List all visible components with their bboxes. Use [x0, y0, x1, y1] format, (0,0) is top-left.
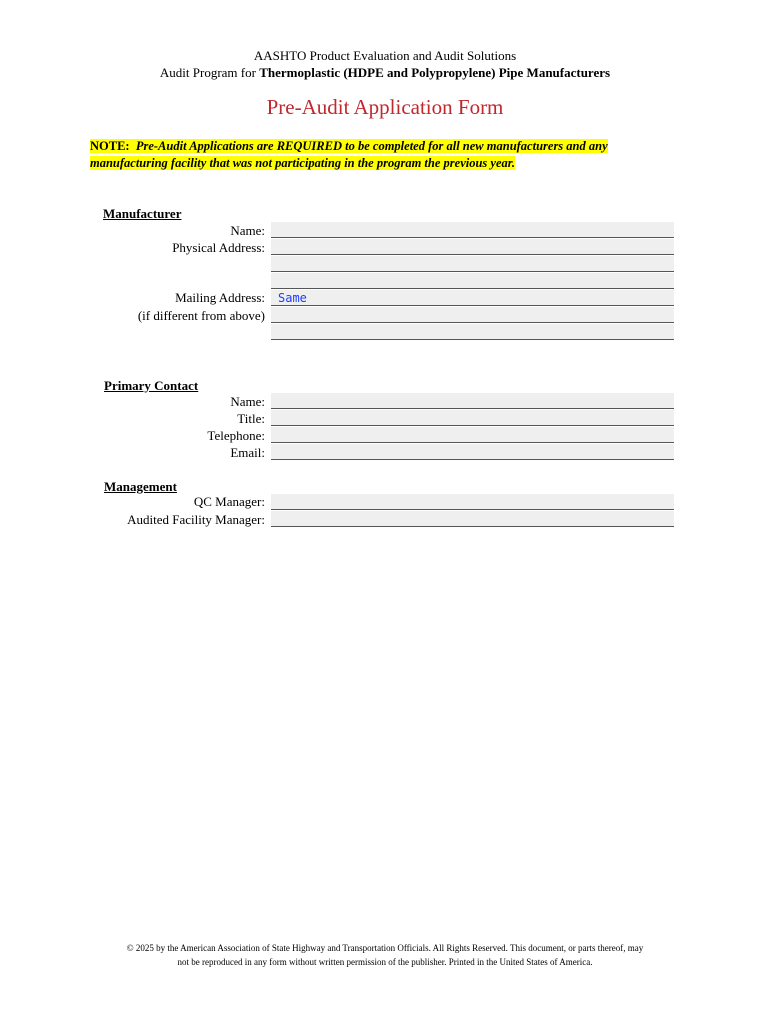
- contact-name-field[interactable]: [271, 393, 674, 409]
- manufacturer-heading: Manufacturer: [103, 206, 182, 221]
- management-heading: Management: [104, 479, 177, 494]
- qc-manager-label: QC Manager:: [193, 494, 265, 509]
- mailing-address-field-2[interactable]: [271, 307, 674, 323]
- facility-manager-field[interactable]: [271, 511, 674, 527]
- mailing-address-label: Mailing Address:: [175, 290, 265, 305]
- contact-title-label: Title:: [237, 411, 265, 426]
- contact-name-label: Name:: [230, 394, 265, 409]
- form-title: Pre-Audit Application Form: [266, 95, 504, 119]
- physical-address-field-1[interactable]: [271, 239, 674, 255]
- footer-line-1: © 2025 by the American Association of State Highway and Transportation Officials. All Rights Reserved. This document, or parts thereof, may: [126, 943, 644, 953]
- mailing-address-sublabel: (if different from above): [137, 308, 265, 323]
- primary-contact-heading: Primary Contact: [104, 378, 199, 393]
- note-text-line2: manufacturing facility that was not participating in the program the previous year.: [90, 156, 516, 170]
- note-label: NOTE:: [90, 139, 130, 153]
- header-line-1: AASHTO Product Evaluation and Audit Solutions: [253, 48, 517, 63]
- manufacturer-name-field[interactable]: [271, 222, 674, 238]
- header-line-2: [0, 65, 770, 81]
- mailing-address-field-1[interactable]: [271, 290, 674, 306]
- manufacturer-name-label: Name:: [230, 223, 265, 238]
- qc-manager-field[interactable]: [271, 494, 674, 510]
- contact-phone-label: Telephone:: [207, 428, 265, 443]
- copyright-footer: [0, 941, 770, 969]
- header-program-name: Thermoplastic (HDPE and Polypropylene) Pipe Manufacturers: [259, 65, 611, 80]
- physical-address-field-2[interactable]: [271, 256, 674, 272]
- physical-address-label: Physical Address:: [172, 240, 265, 255]
- contact-title-field[interactable]: [271, 410, 674, 426]
- header-prefix: Audit Program for: [159, 65, 260, 80]
- contact-email-label: Email:: [230, 445, 265, 460]
- note-text-line1: Pre-Audit Applications are REQUIRED to be completed for all new manufacturers and any: [135, 139, 608, 153]
- facility-manager-label: Audited Facility Manager:: [127, 512, 265, 527]
- mailing-address-field-3[interactable]: [271, 324, 674, 340]
- note-block: [90, 138, 670, 172]
- contact-email-field[interactable]: [271, 444, 674, 460]
- mailing-address-value: Same: [278, 291, 307, 305]
- footer-line-2: not be reproduced in any form without written permission of the publisher. Printed in the United States of America.: [177, 957, 593, 967]
- contact-phone-field[interactable]: [271, 427, 674, 443]
- physical-address-field-3[interactable]: [271, 273, 674, 289]
